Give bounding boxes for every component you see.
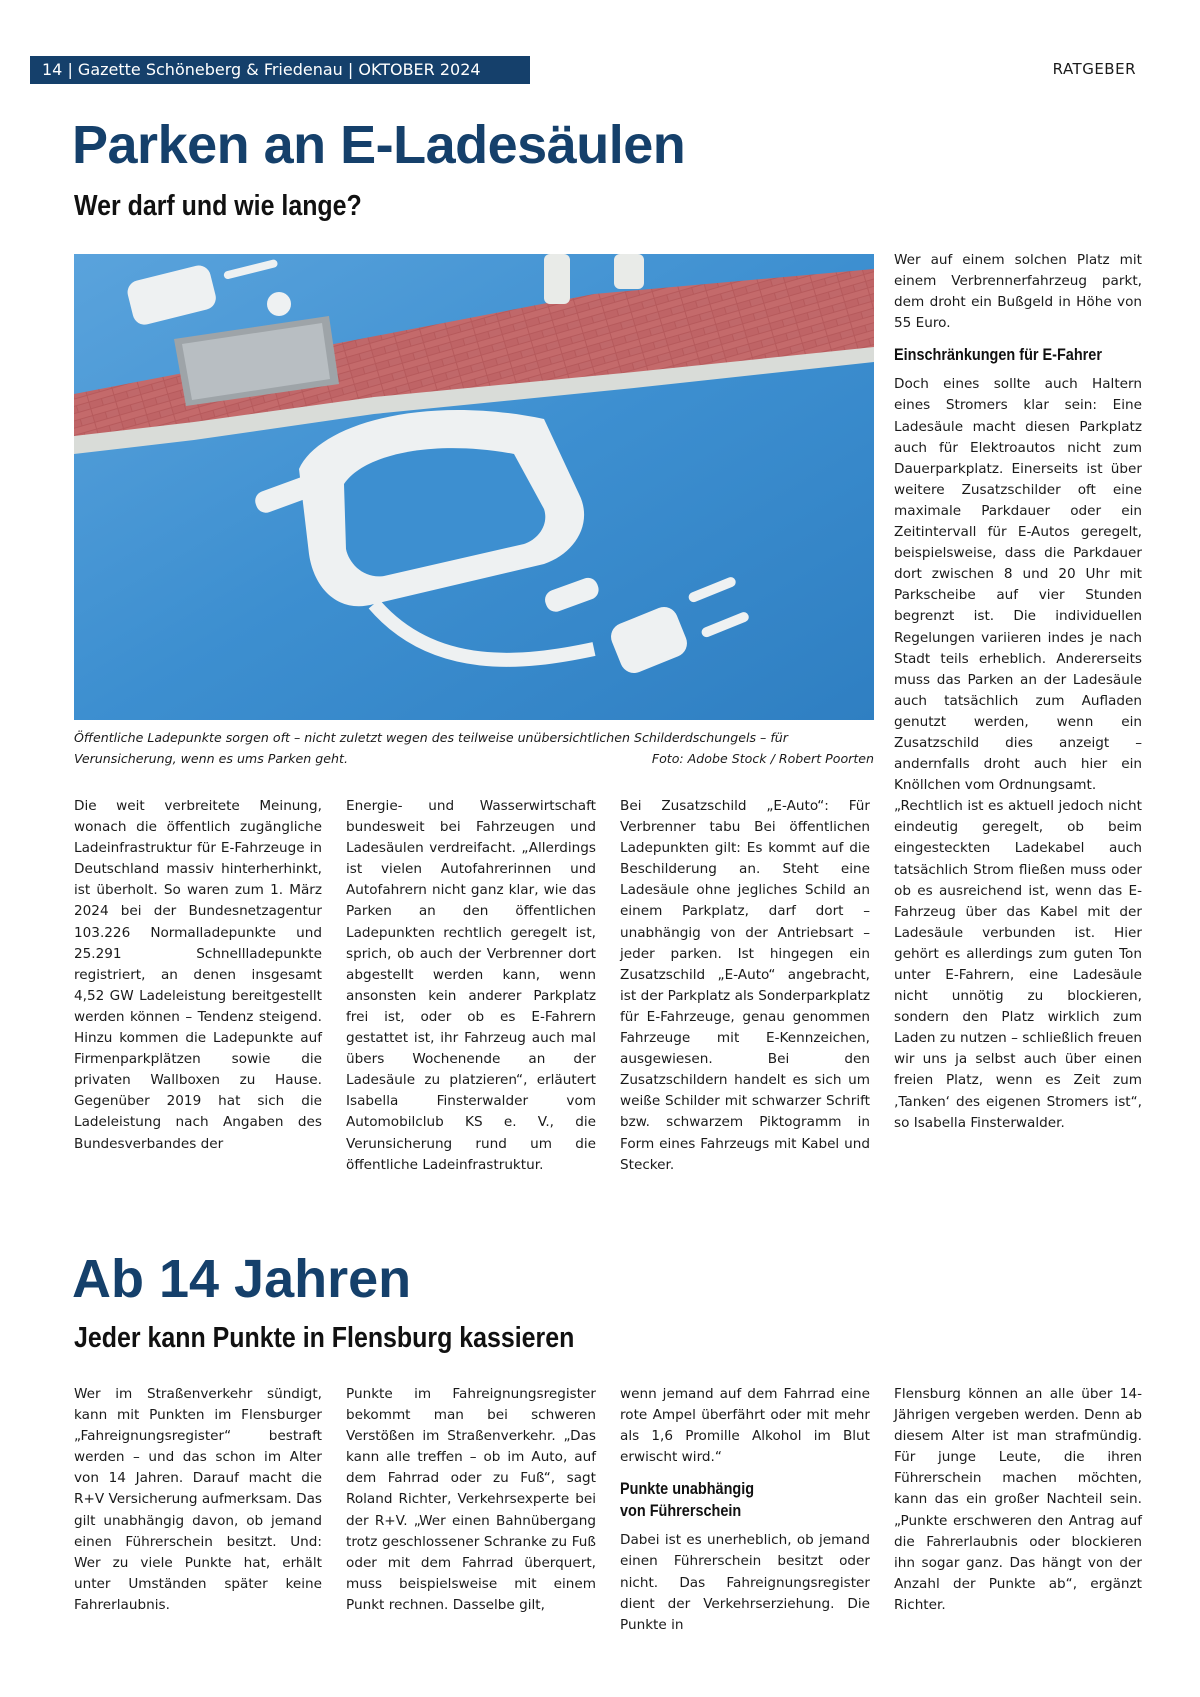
photo-caption	[74, 727, 874, 769]
paragraph: Dabei ist es unerheblich, ob jemand einen Führerschein besitzt oder nicht. Das Fahreignungsregister dient der Verkehrserziehung. Die Punkte in	[620, 1532, 870, 1633]
article2-column-1	[74, 1384, 322, 1616]
section-heading: Einschränkungen für E-Fahrer	[894, 345, 1102, 365]
heading-line: Punkte unabhängig	[620, 1479, 755, 1499]
caption-text: Öffentliche Ladepunkte sorgen oft – nicht zuletzt wegen des teilweise unübersichtlichen Schilderdschungels – für Verunsicherung, wenn es ums Parken geht.	[74, 730, 788, 766]
photo-credit: Foto: Adobe Stock / Robert Poorten	[651, 751, 874, 766]
paragraph: Doch eines sollte auch Haltern eines Stromers klar sein: Eine Ladesäule macht diesen Parkplatz auch für Elektroautos nicht zum Dauerparkplatz. Einerseits ist über weitere Zusatzschilder oft eine maximale Parkdauer oder ein Zeitintervall für E-Autos geregelt, beispielsweise, dass die Parkdauer dort zwischen 8 und 20 Uhr mit Parkscheibe auf vier Stunden begrenzt ist. Die individuellen Regelungen variieren indes je nach Stadt teils erheblich. Andererseits muss das Parken an der Ladesäule auch tatsächlich zum Aufladen genutzt werden, wenn ein Zusatzschild dies anzeigt – andernfalls droht auch hier ein Knöllchen vom Ordnungsamt.	[894, 376, 1142, 794]
article2-column-4	[894, 1384, 1142, 1616]
article1-column-1	[74, 796, 322, 1155]
article1-column-3	[620, 796, 870, 1176]
bollard	[614, 254, 644, 289]
paragraph: Flensburg können an alle über 14-Jährigen vergeben werden. Denn ab diesem Alter ist man strafmündig. Für junge Leute, die ihren Führerschein machen möchten, kann das ein großer Nachteil sein. „Punkte erschweren den Antrag auf die Fahrerlaubnis oder blockieren ihn sogar ganz. Das hängt von der Anzahl der Punkte ab“, ergänzt Richter.	[894, 1386, 1142, 1613]
article2-subtitle: Jeder kann Punkte in Flensburg kassieren	[74, 1322, 575, 1354]
bollard	[544, 254, 570, 304]
paragraph: Wer im Straßenverkehr sündigt, kann mit Punkten im Flensburger „Fahreignungsregister“ bestraft werden – und das schon im Alter von 14 Jahren. Darauf macht die R+V Versicherung aufmerksam. Das gilt unabhängig davon, ob jemand einen Führerschein besitzt. Und: Wer zu viele Punkte hat, erhält unter Umständen später keine Fahrerlaubnis.	[74, 1386, 322, 1613]
header-section-label: RATGEBER	[1052, 60, 1136, 78]
section-heading	[620, 1478, 833, 1522]
paragraph: „Rechtlich ist es aktuell jedoch nicht eindeutig geregelt, ob beim eingesteckten Ladekabel auch tatsächlich Strom fließen muss oder ob es ausreichend ist, wenn das E-Fahrzeug über das Kabel mit der Ladesäule verbunden ist. Hier gehört es allerdings zum guten Ton unter E-Fahrern, eine Ladesäule nicht unnötig zu blockieren, sondern den Platz wirklich zum Laden zu nutzen – schließlich freuen wir uns ja selbst auch über einen freien Platz, wenn es Zeit zum ‚Tanken‘ des eigenen Stromers ist“, so Isabella Finsterwalder.	[894, 798, 1142, 1131]
article1-column-4	[894, 250, 1142, 1134]
paragraph: Die weit verbreitete Meinung, wonach die öffentlich zugängliche Ladeinfrastruktur für E-Fahrzeuge in Deutschland massiv hinterherhinkt, ist überholt. So waren zum 1. März 2024 bei der Bundesnetzagentur 103.226 Normalladepunkte und 25.291 Schnellladepunkte registriert, an denen insgesamt 4,52 GW Ladeleistung bereitgestellt werden können – Tendenz steigend. Hinzu kommen die Ladepunkte auf Firmenparkplätzen sowie die privaten Wallboxen zu Hause. Gegenüber 2019 hat sich die Ladeleistung nach Angaben des Bundesverbandes der	[74, 798, 322, 1152]
paragraph: Energie- und Wasserwirtschaft bundesweit bei Fahrzeugen und Ladesäulen verdreifacht. „Allerdings ist vielen Autofahrerinnen und Autofahrern nicht ganz klar, wie das Parken an den öffentlichen Ladepunkten rechtlich geregelt ist, sprich, ob auch der Verbrenner dort abgestellt werden kann, wenn ansonsten kein anderer Parkplatz frei ist, oder ob es E-Fahrern gestattet ist, ihr Fahrzeug auch mal übers Wochenende an der Ladesäule zu platzieren“, erläutert Isabella Finsterwalder vom Automobilclub KS e. V., die Verunsicherung rund um die öffentliche Ladeinfrastruktur.	[346, 798, 596, 1173]
paragraph: wenn jemand auf dem Fahrrad eine rote Ampel überfährt oder mit mehr als 1,6 Promille Alkohol im Blut erwischt wird.“	[620, 1386, 870, 1466]
ev-parking-photo	[74, 254, 874, 720]
article-subtitle: Wer darf und wie lange?	[74, 190, 362, 222]
paragraph: Punkte im Fahreignungsregister bekommt man bei schweren Verstößen im Straßenverkehr. „Das kann alle treffen – ob im Auto, auf dem Fahrrad oder zu Fuß“, sagt Roland Richter, Verkehrsexperte bei der R+V. „Wer einen Bahnübergang trotz geschlossener Schranke zu Fuß oder mit dem Fahrrad überquert, muss beispielsweise mit einem Punkt rechnen. Dasselbe gilt,	[346, 1386, 596, 1613]
heading-line: von Führerschein	[620, 1501, 742, 1521]
article2-title: Ab 14 Jahren	[72, 1249, 412, 1309]
article-photo	[74, 254, 874, 720]
article1-column-2	[346, 796, 596, 1176]
article2-column-2	[346, 1384, 596, 1616]
paragraph: Wer auf einem solchen Platz mit einem Verbrennerfahrzeug parkt, dem droht ein Bußgeld in Höhe von 55 Euro.	[894, 252, 1142, 332]
article-title: Parken an E-Ladesäulen	[72, 115, 686, 175]
header-page-info: 14 | Gazette Schöneberg & Friedenau | OKTOBER 2024	[30, 56, 530, 84]
paragraph: Bei Zusatzschild „E-Auto“: Für Verbrenner tabu Bei öffentlichen Ladepunkten gilt: Es kommt auf die Beschilderung an. Steht eine Ladesäule ohne jegliches Schild an einem Parkplatz, darf dort – unabhängig von der Antriebsart – jeder parken. Ist hingegen ein Zusatzschild „E-Auto“ angebracht, ist der Parkplatz als Sonderparkplatz für E-Fahrzeuge, genau genommen Fahrzeuge mit E-Kennzeichen, ausgewiesen. Bei den Zusatzschildern handelt es sich um weiße Schilder mit schwarzer Schrift bzw. schwarzem Piktogramm in Form eines Fahrzeugs mit Kabel und Stecker.	[620, 798, 870, 1173]
article2-column-3	[620, 1384, 870, 1636]
